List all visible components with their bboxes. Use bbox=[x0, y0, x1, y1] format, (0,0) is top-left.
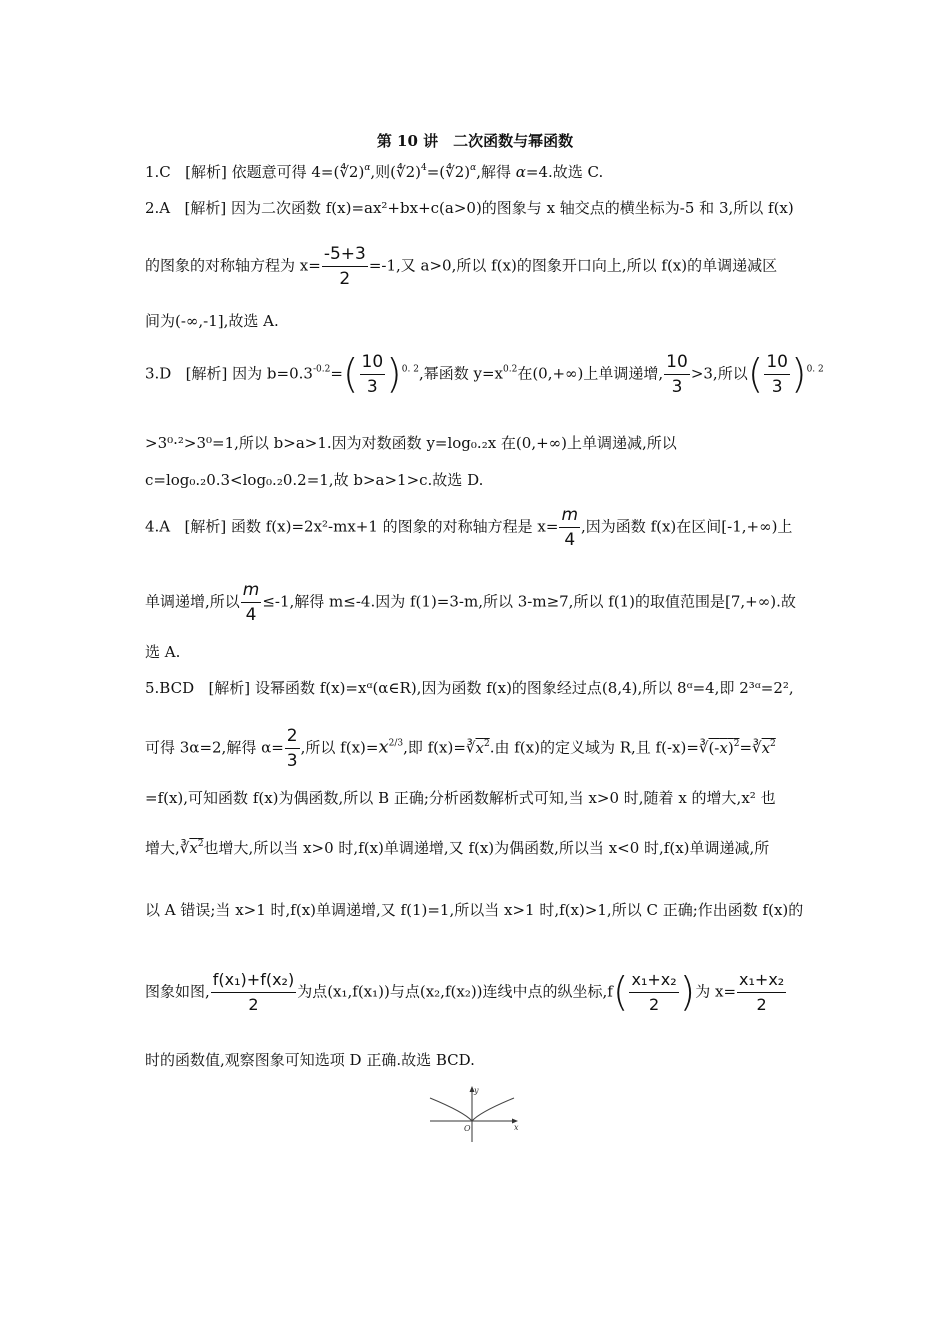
function-graph bbox=[428, 1084, 523, 1146]
x-axis-label: x bbox=[514, 1123, 519, 1132]
analysis-tag: [解析] bbox=[208, 679, 251, 697]
answer-number: 5.BCD bbox=[145, 679, 195, 697]
answer-1: 1.C [解析] 依题意可得 4=(∜2)$^\alpha$,则(∜2)$^4$=(∜2)$^\alpha$,解得 α=4.故选 C. bbox=[145, 163, 604, 181]
answer-2-line-2: 的图象的对称轴方程为 x= $\frac{-5+3}{2}$ =-1,又 a>0,所以 f(x)的图象开口向上,所以 f(x)的单调递减区 bbox=[145, 244, 778, 289]
answer-number: 2.A bbox=[145, 199, 171, 217]
answer-5-line-6: 图象如图, $\frac{\text{f(x₁)+f(x₂)}}{2}$ 为点(x₁,f(x₁))与点(x₂,f(x₂))连线中点的纵坐标,f( $\frac{\text{x₁+x₂}}{2}$ )为 x= $\frac{\text{x₁+x₂}}{2}$ bbox=[145, 969, 785, 1016]
answer-5-line-3: =f(x),可知函数 f(x)为偶函数,所以 B 正确;分析函数解析式可知,当 x>0 时,随着 x 的增大,x² 也 bbox=[145, 789, 776, 807]
origin-label: O bbox=[464, 1124, 471, 1133]
analysis-tag: [解析] bbox=[185, 364, 228, 383]
answer-4-line-3: 选 A. bbox=[145, 643, 181, 661]
answer-5-line-7: 时的函数值,观察图象可知选项 D 正确.故选 BCD. bbox=[145, 1051, 475, 1069]
answer-number: 4.A bbox=[145, 517, 171, 536]
answer-5-line-1: 5.BCD [解析] 设幂函数 f(x)=xᵅ(α∈R),因为函数 f(x)的图象经过点(8,4),所以 8ᵅ=4,即 2³ᵅ=2², bbox=[145, 679, 794, 697]
answer-3-line-2: >3⁰·²>3⁰=1,所以 b>a>1.因为对数函数 y=log₀.₂x 在(0,+∞)上单调递减,所以 bbox=[145, 434, 677, 452]
analysis-tag: [解析] bbox=[184, 199, 227, 217]
answer-5-line-2: 可得 3α=2,解得 α= $\frac{2}{3}$ ,所以 $f(x)=x^{2/3}$,即 $f(x)=∛x^2$.由 f(x)的定义域为 R,且 $f(-x)=∛(-x)^2=∛x^2$ bbox=[145, 726, 776, 771]
answer-number: 1.C bbox=[145, 163, 171, 181]
answer-2-line-1: 2.A [解析] 因为二次函数 f(x)=ax²+bx+c(a>0)的图象与 x 轴交点的横坐标为-5 和 3,所以 f(x) bbox=[145, 199, 794, 217]
analysis-tag: [解析] bbox=[184, 517, 227, 536]
analysis-tag: [解析] bbox=[185, 163, 227, 181]
answer-number: 3.D bbox=[145, 364, 172, 383]
answer-3-line-1: 3.D [解析] 因为 $b=0.3^{-0.2}=$( $\frac{10}{3}$ )$^{0. 2}$,幂函数 $y=x^{0.2}$在(0,+∞)上单调递增, $\frac{10}{3}$ >3,所以( $\frac{10}{3}$ )$^{0. 2}$ bbox=[145, 351, 824, 398]
fraction: $\frac{-5+3}{2}$ bbox=[323, 244, 366, 289]
answer-4-line-1: 4.A [解析] 函数 f(x)=2x²-mx+1 的图象的对称轴方程是 x= $\frac{m}{4}$ ,因为函数 f(x)在区间[-1,+∞)上 bbox=[145, 505, 793, 550]
answer-5-line-4: 增大$,∛x^2$也增大,所以当 x>0 时,f(x)单调递增,又 f(x)为偶函数,所以当 x<0 时,f(x)单调递减,所 bbox=[145, 839, 770, 857]
answer-4-line-2: 单调递增,所以 $\frac{m}{4}$ ≤-1,解得 m≤-4.因为 f(1)=3-m,所以 3-m≥7,所以 f(1)的取值范围是[7,+∞).故 bbox=[145, 580, 796, 625]
y-axis-label: y bbox=[474, 1086, 479, 1095]
answer-3-line-3: c=log₀.₂0.3<log₀.₂0.2=1,故 b>a>1>c.故选 D. bbox=[145, 471, 484, 489]
answer-5-line-5: 以 A 错误;当 x>1 时,f(x)单调递增,又 f(1)=1,所以当 x>1 时,f(x)>1,所以 C 正确;作出函数 f(x)的 bbox=[145, 901, 804, 919]
answer-2-line-3: 间为(-∞,-1],故选 A. bbox=[145, 312, 279, 330]
page-title: 第 10 讲 二次函数与幂函数 bbox=[376, 132, 574, 150]
